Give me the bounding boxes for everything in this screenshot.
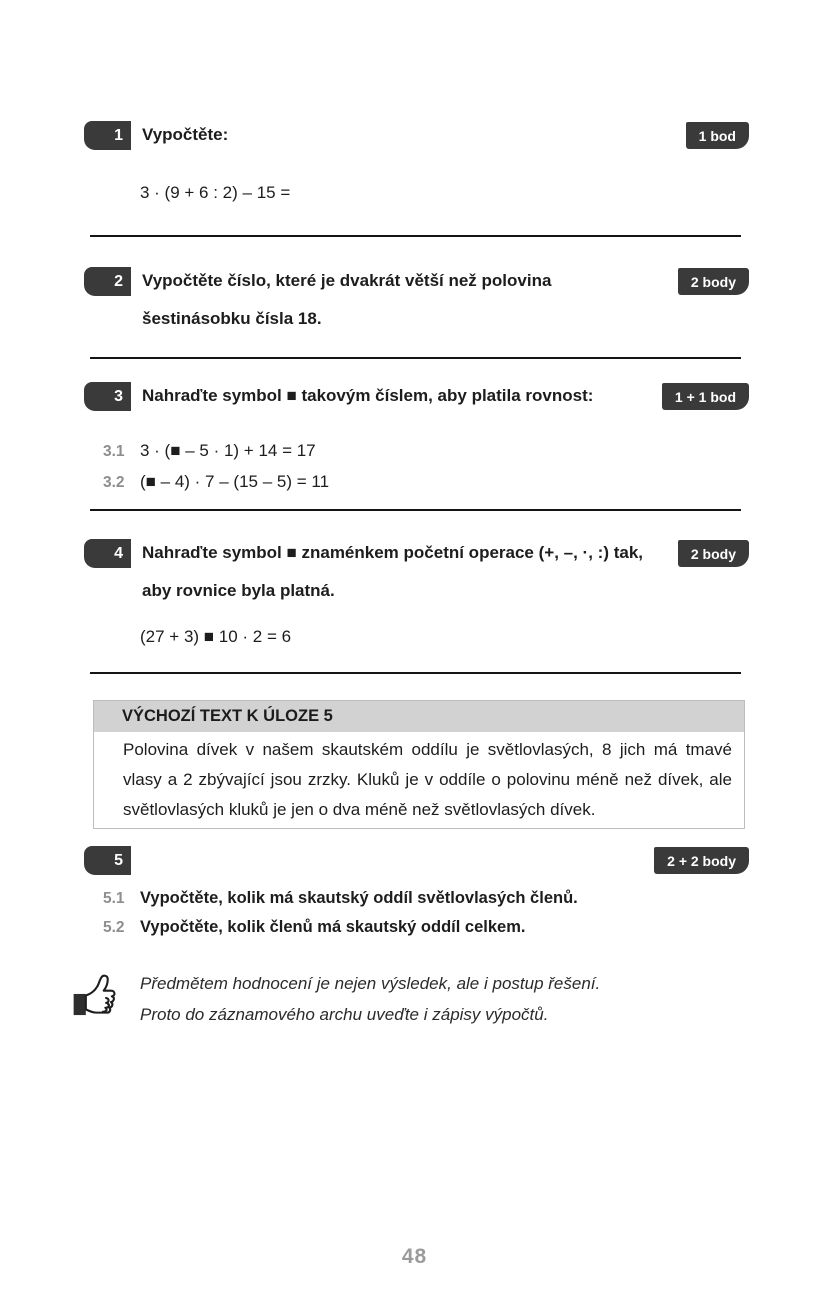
subitem-label: 3.2: [103, 474, 125, 491]
task-1-header: [84, 121, 749, 154]
separator: [90, 672, 741, 674]
source-box: [93, 700, 745, 829]
worksheet-page: [0, 121, 829, 1030]
task-1-equation: 3 · (9 + 6 : 2) – 15 =: [140, 183, 291, 202]
note-line-1: Předmětem hodnocení je nejen výsledek, ale i postup řešení.: [140, 974, 601, 993]
source-box-text: Polovina dívek v našem skautském oddílu je světlovlasých, 8 jich má tmavé vlasy a 2 zbývající jsou zrzky. Kluků je v oddíle o polovinu méně než dívek, ale světlovlasých kluků je jen o dva méně než světlovlasých dívek.: [123, 740, 732, 819]
source-box-header: VÝCHOZÍ TEXT K ÚLOZE 5: [94, 701, 744, 732]
note-text: [140, 968, 600, 1030]
thumbs-up-icon: [72, 970, 124, 1026]
task-1-number-badge: 1: [84, 121, 131, 150]
task-5-header: [84, 846, 749, 875]
task-item-3-1: [103, 436, 749, 467]
task-2-number-badge: 2: [84, 267, 131, 296]
task-item-3-2: [103, 467, 749, 498]
task-5-points-badge: 2 + 2 body: [654, 847, 749, 874]
task-item-5-2: [103, 913, 749, 942]
task-2-heading: Vypočtěte číslo, které je dvakrát větší než polovina šestinásobku čísla 18.: [142, 271, 552, 328]
task-5-subitems: [103, 884, 749, 942]
separator: [90, 509, 741, 511]
subitem-text: Vypočtěte, kolik členů má skautský oddíl celkem.: [140, 918, 526, 936]
separator: [90, 357, 741, 359]
task-4-number-badge: 4: [84, 539, 131, 568]
task-3-points-badge: 1 + 1 bod: [662, 383, 749, 410]
page-number: 48: [401, 1245, 428, 1268]
task-3-number-badge: 3: [84, 382, 131, 411]
separator: [90, 235, 741, 237]
evaluation-note: [72, 968, 749, 1030]
task-4-header: [84, 539, 749, 610]
task-3-subitems: [103, 436, 749, 498]
subitem-label: 5.2: [103, 919, 125, 936]
subitem-equation: (■ – 4) · 7 – (15 – 5) = 11: [140, 472, 330, 491]
task-1-points-badge: 1 bod: [686, 122, 749, 149]
task-1-heading: Vypočtěte:: [142, 125, 229, 144]
subitem-label: 5.1: [103, 890, 125, 907]
task-4-equation: (27 + 3) ■ 10 · 2 = 6: [140, 627, 292, 646]
subitem-label: 3.1: [103, 443, 125, 460]
task-3-header: [84, 382, 749, 415]
subitem-equation: 3 · (■ – 5 · 1) + 14 = 17: [140, 441, 316, 460]
task-3-heading: Nahraďte symbol ■ takovým číslem, aby platila rovnost:: [142, 386, 594, 405]
task-2-points-badge: 2 body: [678, 268, 749, 295]
task-4-heading: Nahraďte symbol ■ znaménkem početní operace (+, –, ·, :) tak, aby rovnice byla platná.: [142, 543, 643, 600]
task-2-header: [84, 267, 749, 338]
task-4-points-badge: 2 body: [678, 540, 749, 567]
task-item-5-1: [103, 884, 749, 913]
task-5-number-badge: 5: [84, 846, 131, 875]
subitem-text: Vypočtěte, kolik má skautský oddíl světlovlasých členů.: [140, 889, 578, 907]
note-line-2: Proto do záznamového archu uveďte i zápisy výpočtů.: [140, 1005, 549, 1024]
